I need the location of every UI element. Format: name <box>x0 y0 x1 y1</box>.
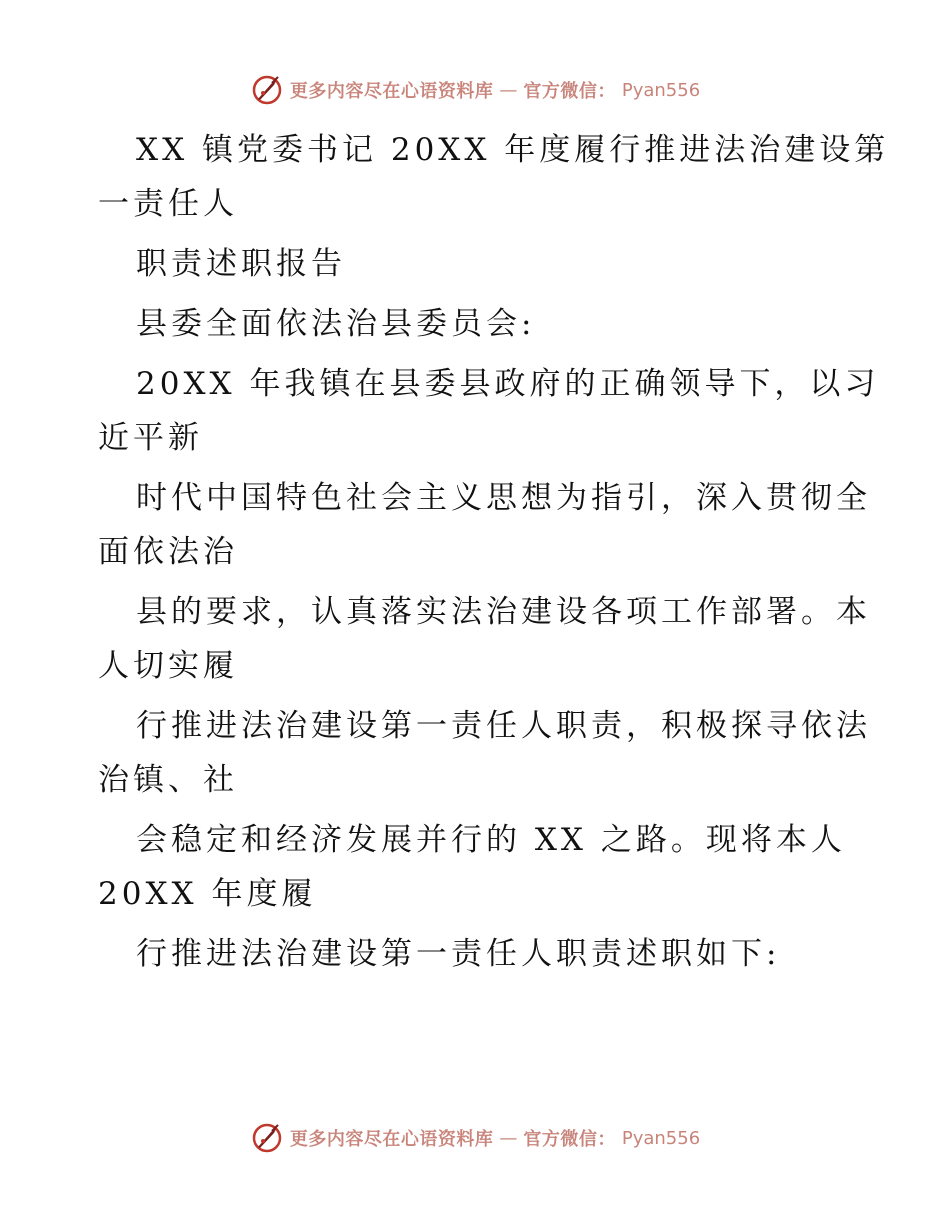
watermark-main-text: 更多内容尽在心语资料库 <box>289 81 494 102</box>
subtitle-line: 职责述职报告 <box>136 246 346 282</box>
paragraph-line: 时代中国特色社会主义思想为指引，深入贯彻全 <box>136 480 871 516</box>
document-body <box>98 120 890 984</box>
footer-watermark <box>0 1118 950 1158</box>
paragraph-line: 20XX 年我镇在县委县政府的正确领导下，以习 <box>136 366 880 402</box>
paragraph-line: 面依法治 <box>98 534 238 570</box>
quill-logo-icon <box>250 73 284 107</box>
paragraph-line: 20XX 年度履 <box>98 876 317 912</box>
paragraph-line: 行推进法治建设第一责任人职责，积极探寻依法 <box>136 708 871 744</box>
title-line-2: 一责任人 <box>98 186 238 222</box>
paragraph-line: 治镇、社 <box>98 762 238 798</box>
watermark-account: Pyan556 <box>621 1127 701 1149</box>
watermark-dash: — <box>499 79 518 101</box>
watermark-side-text: 官方微信： <box>523 1129 616 1150</box>
paragraph-line: 县的要求，认真落实法治建设各项工作部署。本 <box>136 594 871 630</box>
paragraph-line: 近平新 <box>98 420 203 456</box>
quill-logo-icon <box>250 1121 284 1155</box>
watermark-account: Pyan556 <box>621 79 701 101</box>
watermark-side-text: 官方微信： <box>523 81 616 102</box>
paragraph-line: 会稳定和经济发展并行的 XX 之路。现将本人 <box>136 822 846 858</box>
paragraph-line: 行推进法治建设第一责任人职责述职如下: <box>136 936 781 972</box>
paragraph-line: 人切实履 <box>98 648 238 684</box>
title-line-1: XX 镇党委书记 20XX 年度履行推进法治建设第 <box>136 132 890 168</box>
watermark-dash: — <box>499 1127 518 1149</box>
watermark-main-text: 更多内容尽在心语资料库 <box>289 1129 494 1150</box>
header-watermark <box>0 70 950 110</box>
salutation-line: 县委全面依法治县委员会: <box>136 306 536 342</box>
